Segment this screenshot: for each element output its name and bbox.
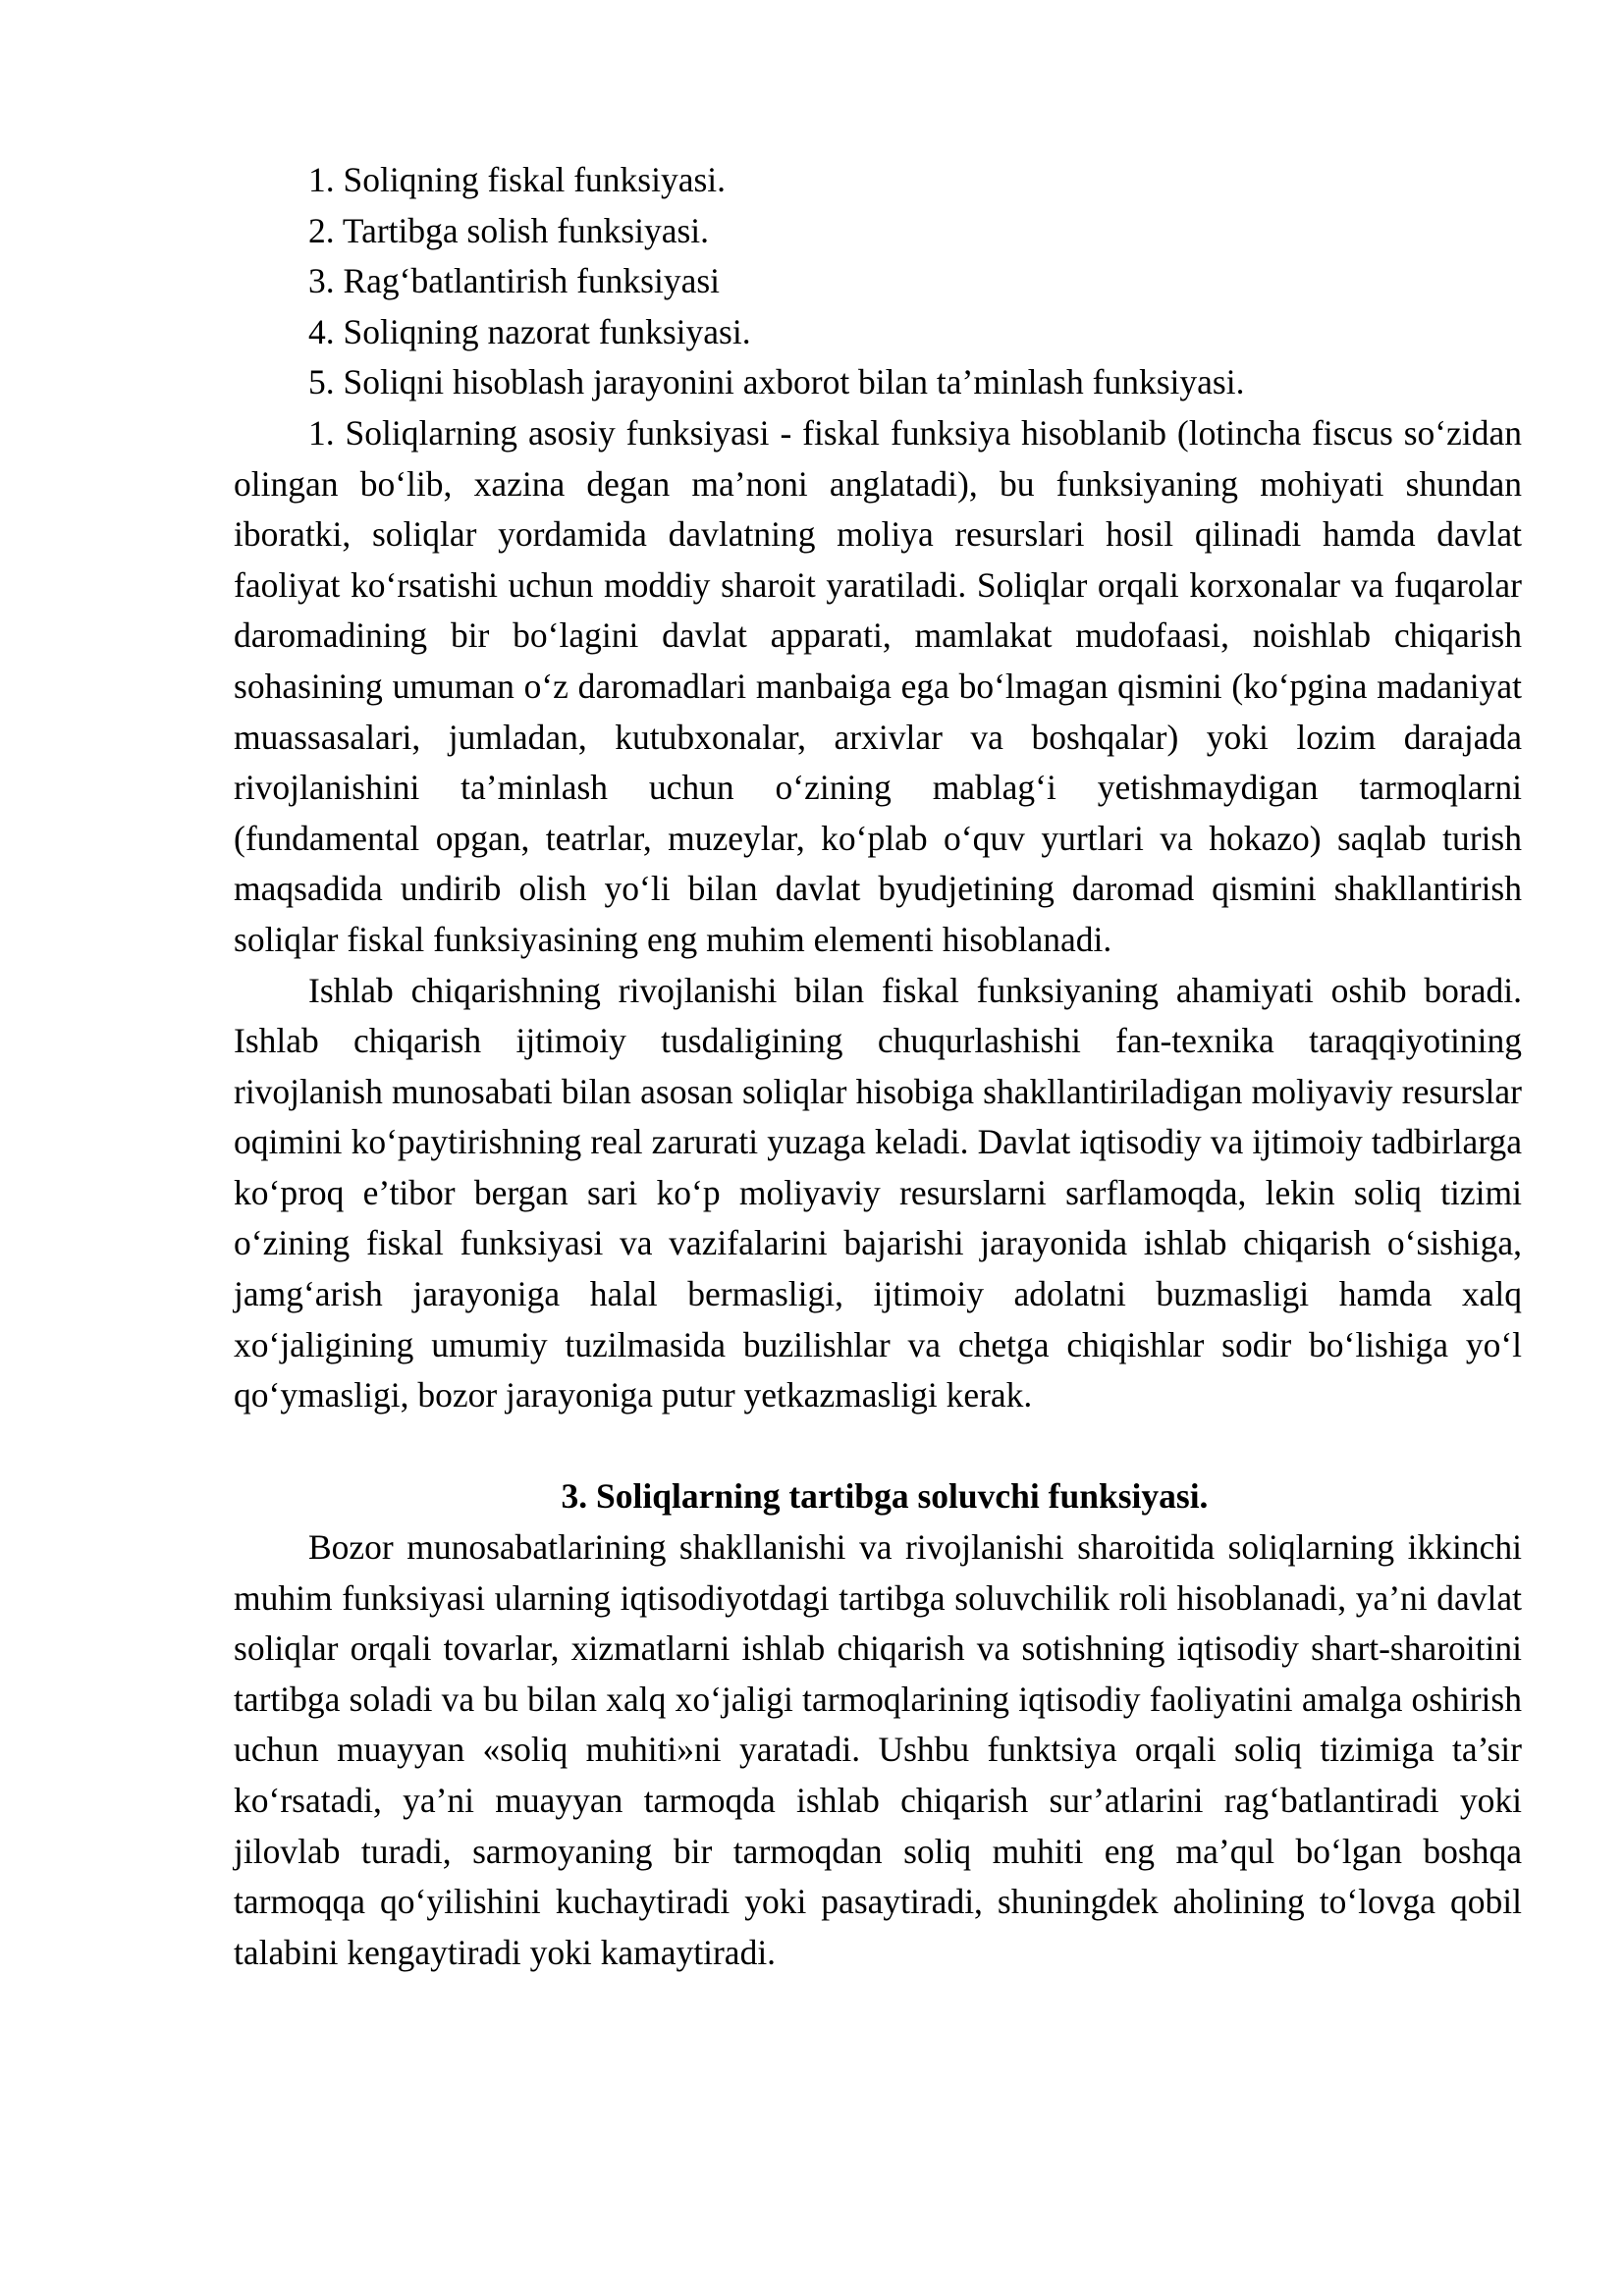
list-item: 1. Soliqning fiskal funksiyasi. (308, 160, 727, 199)
section-heading: 3. Soliqlarning tartibga soluvchi funksiyasi. (561, 1476, 1209, 1517)
paragraph-regulatory-function: Bozor munosabatlarining shakllanishi va rivojlanishi sharoitida soliqlarning ikkinchi muhim funksiyasi ularning iqtisodiyotdagi tartibga soluvchilik roli hisoblanadi, ya’ni davlat soliqlar orqali tovarlar, xizmatlarni ishlab chiqarish va sotishning iqtisodiy shart-sharoitini tartibga soladi va bu bilan xalq xo‘jaligi tarmoqlarining iqtisodiy faoliyatini amalga oshirish uchun muayyan «soliq muhiti»ni yaratadi. Ushbu funktsiya orqali soliq tizimiga ta’sir ko‘rsatadi, ya’ni muayyan tarmoqda ishlab chiqarish sur’atlarini rag‘batlantiradi yoki jilovlab turadi, sarmoyaning bir tarmoqdan soliq muhiti eng ma’qul bo‘lgan boshqa tarmoqqa qo‘yilishini kuchaytiradi yoki pasaytiradi, shuningdek aholining to‘lovga qobil talabini kengaytiradi yoki kamaytiradi. (234, 1527, 1522, 1972)
paragraph-fiscal-function: 1. Soliqlarning asosiy funksiyasi - fiskal funksiya hisoblanib (lotincha fiscus so‘zidan olingan bo‘lib, xazina degan ma’noni anglatadi), bu funksiyaning mohiyati shundan iboratki, soliqlar yordamida davlatning moliya resurslari hosil qilinadi hamda davlat faoliyat ko‘rsatishi uchun moddiy sharoit yaratiladi. Soliqlar orqali korxonalar va fuqarolar daromadining bir bo‘lagini davlat apparati, mamlakat mudofaasi, noishlab chiqarish sohasining umuman o‘z daromadlari manbaiga ega bo‘lmagan qismini (ko‘pgina madaniyat muassasalari, jumladan, kutubxonalar, arxivlar va boshqalar) yoki lozim darajada rivojlanishini ta’minlash uchun o‘zining mablag‘i yetishmaydigan tarmoqlarni (fundamental opgan, teatrlar, muzeylar, ko‘plab o‘quv yurtlari va hokazo) saqlab turish maqsadida undirib olish yo‘li bilan davlat byudjetining daromad qismini shakllantirish soliqlar fiskal funksiyasining eng muhim elementi hisoblanadi. (234, 412, 1522, 959)
spacer (234, 1421, 1522, 1472)
document-page (234, 155, 1522, 1978)
list-item: 3. Rag‘batlantirish funksiyasi (308, 261, 721, 301)
list-item: 2. Tartibga solish funksiyasi. (308, 210, 710, 250)
list-item: 5. Soliqni hisoblash jarayonini axborot bilan ta’minlash funksiyasi. (308, 362, 1245, 402)
paragraph-fiscal-importance: Ishlab chiqarishning rivojlanishi bilan fiskal funksiyaning ahamiyati oshib boradi. Ishlab chiqarish ijtimoiy tusdaligining chuqurlashishi fan-texnika taraqqiyotining rivojlanish munosabati bilan asosan soliqlar hisobiga shakllantiriladigan moliyaviy resurslar oqimini ko‘paytirishning real zarurati yuzaga keladi. Davlat iqtisodiy va ijtimoiy tadbirlarga ko‘proq e’tibor bergan sari ko‘p moliyaviy resurslarni sarflamoqda, lekin soliq tizimi o‘zining fiskal funksiyasi va vazifalarini bajarishi jarayonida ishlab chiqarish o‘sishiga, jamg‘arish jarayoniga halal bermasligi, ijtimoiy adolatni buzmasligi hamda xalq xo‘jaligining umumiy tuzilmasida buzilishlar va chetga chiqishlar sodir bo‘lishiga yo‘l qo‘ymasligi, bozor jarayoniga putur yetkazmasligi kerak. (234, 970, 1522, 1415)
list-item: 4. Soliqning nazorat funksiyasi. (308, 311, 751, 351)
